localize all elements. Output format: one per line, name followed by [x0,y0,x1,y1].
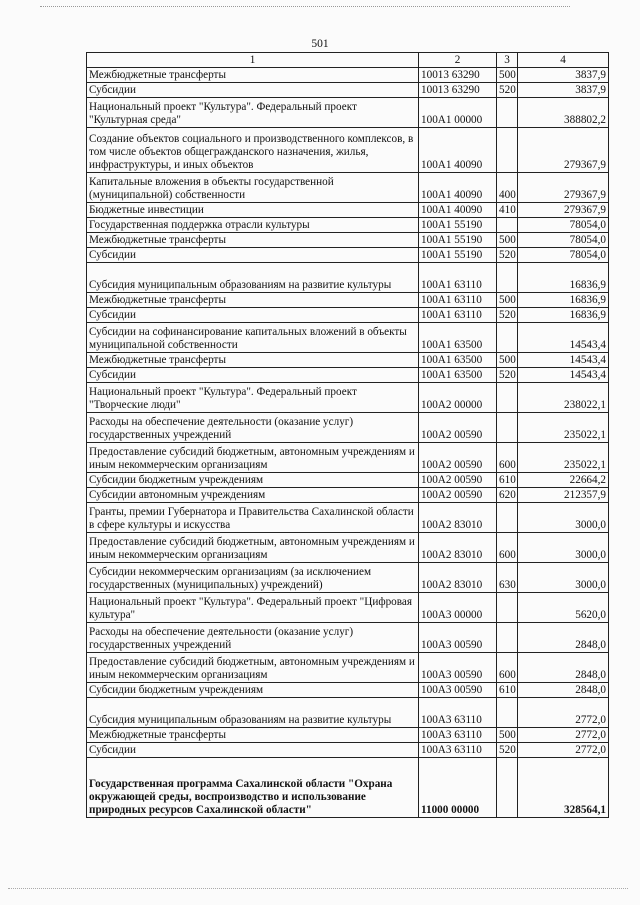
row-code-cell: 100А1 55190 [419,218,497,233]
row-name-cell: Субсидии [87,743,419,758]
table-row [87,758,609,818]
row-vr-cell: 500 [497,233,518,248]
table-row [87,563,609,593]
table-row [87,623,609,653]
row-amount-cell: 2848,0 [518,623,609,653]
row-vr-cell [497,758,518,818]
row-vr-cell [497,263,518,293]
row-amount-cell: 2772,0 [518,728,609,743]
table-row [87,218,609,233]
row-code-cell: 100А2 83010 [419,503,497,533]
row-name-cell: Создание объектов социального и производственного комплексов, в том числе объектов общегражданского назначения, жилья, инфраструктуры, и иных объектов [87,128,419,173]
row-code-cell: 100А2 83010 [419,533,497,563]
row-amount-cell: 279367,9 [518,128,609,173]
row-code-cell: 100А1 40090 [419,128,497,173]
row-amount-cell: 279367,9 [518,173,609,203]
table-row [87,308,609,323]
row-amount-cell: 328564,1 [518,758,609,818]
table-row [87,353,609,368]
table-row [87,173,609,203]
row-code-cell: 100А3 63110 [419,728,497,743]
table-row [87,68,609,83]
row-code-cell: 100А2 00590 [419,413,497,443]
row-code-cell: 100А3 00590 [419,653,497,683]
row-vr-cell [497,383,518,413]
row-name-cell: Субсидии [87,308,419,323]
table-row [87,203,609,218]
row-name-cell: Субсидии [87,248,419,263]
row-amount-cell: 3000,0 [518,563,609,593]
row-vr-cell: 520 [497,248,518,263]
row-vr-cell [497,323,518,353]
row-vr-cell [497,128,518,173]
table-row [87,653,609,683]
row-name-cell: Государственная поддержка отрасли культуры [87,218,419,233]
row-name-cell: Межбюджетные трансферты [87,293,419,308]
table-row [87,248,609,263]
row-name-cell: Капитальные вложения в объекты государственной (муниципальной) собственности [87,173,419,203]
row-name-cell: Расходы на обеспечение деятельности (оказание услуг) государственных учреждений [87,623,419,653]
table-row [87,698,609,728]
table-row [87,263,609,293]
budget-table [86,52,609,818]
row-amount-cell: 16836,9 [518,263,609,293]
row-vr-cell: 400 [497,173,518,203]
row-vr-cell: 520 [497,743,518,758]
row-vr-cell: 410 [497,203,518,218]
row-name-cell: Субсидия муниципальным образованиям на развитие культуры [87,263,419,293]
row-name-cell: Предоставление субсидий бюджетным, автономным учреждениям и иным некоммерческим организациям [87,443,419,473]
row-amount-cell: 3837,9 [518,83,609,98]
row-name-cell: Межбюджетные трансферты [87,353,419,368]
row-vr-cell [497,698,518,728]
row-code-cell: 100А3 00000 [419,593,497,623]
row-code-cell: 100А3 00590 [419,683,497,698]
table-row [87,293,609,308]
row-code-cell: 100А1 40090 [419,173,497,203]
scan-artifact-top [40,6,570,10]
row-vr-cell: 600 [497,533,518,563]
row-amount-cell: 235022,1 [518,413,609,443]
row-vr-cell: 520 [497,368,518,383]
table-row [87,743,609,758]
row-code-cell: 11000 00000 [419,758,497,818]
row-amount-cell: 16836,9 [518,308,609,323]
row-amount-cell: 14543,4 [518,353,609,368]
row-vr-cell: 500 [497,293,518,308]
row-code-cell: 100А3 00590 [419,623,497,653]
row-vr-cell: 500 [497,728,518,743]
row-vr-cell: 630 [497,563,518,593]
row-amount-cell: 235022,1 [518,443,609,473]
table-row [87,128,609,173]
table-row [87,383,609,413]
row-name-cell: Бюджетные инвестиции [87,203,419,218]
row-amount-cell: 212357,9 [518,488,609,503]
row-amount-cell: 3837,9 [518,68,609,83]
row-name-cell: Субсидии автономным учреждениям [87,488,419,503]
row-code-cell: 100А1 63110 [419,263,497,293]
row-code-cell: 100А2 00000 [419,383,497,413]
row-name-cell: Межбюджетные трансферты [87,728,419,743]
row-code-cell: 100А1 55190 [419,248,497,263]
row-name-cell: Гранты, премии Губернатора и Правительства Сахалинской области в сфере культуры и искусства [87,503,419,533]
column-header: 1 [87,53,419,68]
row-amount-cell: 5620,0 [518,593,609,623]
row-amount-cell: 78054,0 [518,233,609,248]
row-amount-cell: 2772,0 [518,743,609,758]
table-body [87,68,609,818]
table-row [87,683,609,698]
row-amount-cell: 2848,0 [518,683,609,698]
row-amount-cell: 279367,9 [518,203,609,218]
column-header: 4 [518,53,609,68]
table-row [87,83,609,98]
row-amount-cell: 238022,1 [518,383,609,413]
row-amount-cell: 78054,0 [518,248,609,263]
row-name-cell: Предоставление субсидий бюджетным, автономным учреждениям и иным некоммерческим организациям [87,533,419,563]
row-name-cell: Субсидии [87,368,419,383]
row-code-cell: 100А1 63110 [419,308,497,323]
row-code-cell: 100А2 00590 [419,488,497,503]
row-vr-cell [497,413,518,443]
row-name-cell: Субсидии некоммерческим организациям (за исключением государственных (муниципальных) учреждений) [87,563,419,593]
column-header: 2 [419,53,497,68]
row-code-cell: 10013 63290 [419,83,497,98]
row-amount-cell: 78054,0 [518,218,609,233]
row-amount-cell: 16836,9 [518,293,609,308]
row-vr-cell [497,503,518,533]
row-amount-cell: 22664,2 [518,473,609,488]
table-row [87,728,609,743]
row-name-cell: Субсидия муниципальным образованиям на развитие культуры [87,698,419,728]
row-code-cell: 100А1 00000 [419,98,497,128]
row-code-cell: 100А1 63110 [419,293,497,308]
row-vr-cell: 520 [497,83,518,98]
row-vr-cell: 610 [497,473,518,488]
row-vr-cell: 610 [497,683,518,698]
table-row [87,593,609,623]
row-amount-cell: 388802,2 [518,98,609,128]
row-vr-cell [497,98,518,128]
row-code-cell: 100А1 63500 [419,368,497,383]
row-code-cell: 100А1 55190 [419,233,497,248]
row-amount-cell: 3000,0 [518,533,609,563]
row-vr-cell: 500 [497,68,518,83]
row-vr-cell: 620 [497,488,518,503]
row-name-cell: Предоставление субсидий бюджетным, автономным учреждениям и иным некоммерческим организациям [87,653,419,683]
row-amount-cell: 3000,0 [518,503,609,533]
row-name-cell: Межбюджетные трансферты [87,233,419,248]
row-vr-cell: 500 [497,353,518,368]
table-row [87,473,609,488]
row-amount-cell: 2848,0 [518,653,609,683]
row-code-cell: 100А1 63500 [419,353,497,368]
table-row [87,443,609,473]
row-code-cell: 100А2 83010 [419,563,497,593]
row-code-cell: 100А2 00590 [419,443,497,473]
row-amount-cell: 2772,0 [518,698,609,728]
page-number: 501 [311,38,329,50]
row-name-cell: Национальный проект "Культура". Федеральный проект "Культурная среда" [87,98,419,128]
row-name-cell: Субсидии [87,83,419,98]
table-row [87,533,609,563]
table-row [87,413,609,443]
row-code-cell: 100А1 40090 [419,203,497,218]
row-code-cell: 100А1 63500 [419,323,497,353]
row-name-cell: Субсидии бюджетным учреждениям [87,683,419,698]
row-name-cell: Субсидии бюджетным учреждениям [87,473,419,488]
row-code-cell: 100А3 63110 [419,698,497,728]
row-vr-cell [497,593,518,623]
table-row [87,503,609,533]
row-name-cell: Межбюджетные трансферты [87,68,419,83]
column-header: 3 [497,53,518,68]
row-amount-cell: 14543,4 [518,323,609,353]
row-vr-cell: 600 [497,653,518,683]
row-vr-cell [497,218,518,233]
table-row [87,323,609,353]
scan-artifact-bottom [8,888,628,892]
row-name-cell: Национальный проект "Культура". Федеральный проект "Цифровая культура" [87,593,419,623]
table-row [87,488,609,503]
table-header-row [87,53,609,68]
row-vr-cell: 600 [497,443,518,473]
row-amount-cell: 14543,4 [518,368,609,383]
table-row [87,98,609,128]
row-name-cell: Национальный проект "Культура". Федеральный проект "Творческие люди" [87,383,419,413]
row-vr-cell: 520 [497,308,518,323]
row-vr-cell [497,623,518,653]
table-row [87,233,609,248]
table-row [87,368,609,383]
row-name-cell: Государственная программа Сахалинской области "Охрана окружающей среды, воспроизводство и использование природных ресурсов Сахалинской области" [87,758,419,818]
row-name-cell: Субсидии на софинансирование капитальных вложений в объекты муниципальной собственности [87,323,419,353]
row-name-cell: Расходы на обеспечение деятельности (оказание услуг) государственных учреждений [87,413,419,443]
row-code-cell: 100А2 00590 [419,473,497,488]
row-code-cell: 100А3 63110 [419,743,497,758]
row-code-cell: 10013 63290 [419,68,497,83]
